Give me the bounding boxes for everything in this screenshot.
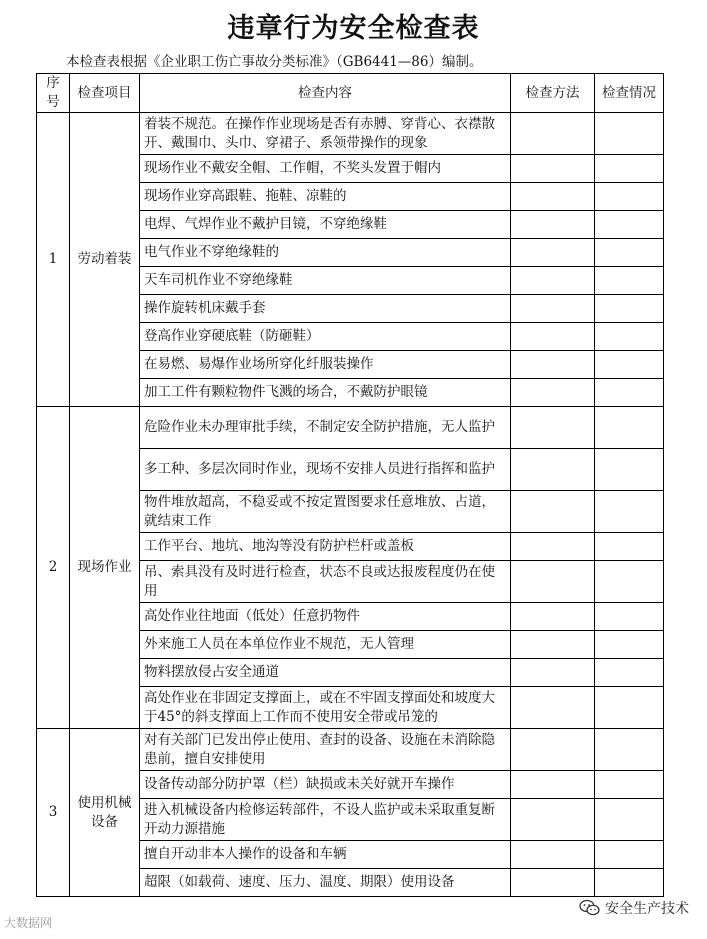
check-status-cell[interactable]	[595, 239, 664, 267]
check-content: 进入机械设备内检修运转部件，不设人监护或未采取重复断开动力源措施	[140, 799, 511, 841]
check-status-cell[interactable]	[595, 771, 664, 799]
check-method-cell[interactable]	[511, 659, 595, 687]
table-row	[37, 729, 664, 771]
check-method-cell[interactable]	[511, 449, 595, 491]
footer-watermark: 大数据网	[4, 916, 53, 930]
check-status-cell[interactable]	[595, 407, 664, 449]
check-method-cell[interactable]	[511, 771, 595, 799]
check-status-cell[interactable]	[595, 155, 664, 183]
check-method-cell[interactable]	[511, 869, 595, 897]
check-status-cell[interactable]	[595, 603, 664, 631]
check-method-cell[interactable]	[511, 351, 595, 379]
footer-brand	[579, 898, 689, 918]
wechat-icon	[579, 899, 601, 917]
check-status-cell[interactable]	[595, 687, 664, 729]
check-content: 物件堆放超高，不稳妥或不按定置图要求任意堆放、占道，就结束工作	[140, 491, 511, 533]
check-status-cell[interactable]	[595, 841, 664, 869]
check-status-cell[interactable]	[595, 533, 664, 561]
footer-brand-text: 安全生产技术	[605, 901, 689, 917]
check-content: 擅自开动非本人操作的设备和车辆	[140, 841, 511, 869]
check-status-cell[interactable]	[595, 379, 664, 407]
check-method-cell[interactable]	[511, 687, 595, 729]
check-status-cell[interactable]	[595, 561, 664, 603]
group-item: 现场作业	[70, 407, 140, 729]
check-method-cell[interactable]	[511, 603, 595, 631]
check-method-cell[interactable]	[511, 113, 595, 155]
check-content: 电焊、气焊作业不戴护目镜，不穿绝缘鞋	[140, 211, 511, 239]
header-status: 检查情况	[595, 74, 664, 113]
check-content: 操作旋转机床戴手套	[140, 295, 511, 323]
check-status-cell[interactable]	[595, 113, 664, 155]
check-content: 现场作业不戴安全帽、工作帽，不奖头发置于帽内	[140, 155, 511, 183]
check-content: 加工工件有颗粒物件飞溅的场合，不戴防护眼镜	[140, 379, 511, 407]
check-content: 高处作业在非固定支撑面上，或在不牢固支撑面处和坡度大于45°的斜支撑面上工作而不使用安全带或吊笼的	[140, 687, 511, 729]
table-row	[37, 113, 664, 155]
group-number: 3	[37, 729, 70, 897]
check-content: 电气作业不穿绝缘鞋的	[140, 239, 511, 267]
check-status-cell[interactable]	[595, 491, 664, 533]
check-content: 吊、索具没有及时进行检查，状态不良或达报废程度仍在使用	[140, 561, 511, 603]
check-content: 现场作业穿高跟鞋、拖鞋、凉鞋的	[140, 183, 511, 211]
check-content: 在易燃、易爆作业场所穿化纤服装操作	[140, 351, 511, 379]
check-status-cell[interactable]	[595, 295, 664, 323]
check-method-cell[interactable]	[511, 799, 595, 841]
check-method-cell[interactable]	[511, 295, 595, 323]
check-method-cell[interactable]	[511, 239, 595, 267]
group-number: 2	[37, 407, 70, 729]
check-status-cell[interactable]	[595, 351, 664, 379]
check-method-cell[interactable]	[511, 561, 595, 603]
header-no: 序号	[37, 74, 70, 113]
check-method-cell[interactable]	[511, 841, 595, 869]
check-method-cell[interactable]	[511, 323, 595, 351]
check-status-cell[interactable]	[595, 869, 664, 897]
check-content: 物料摆放侵占安全通道	[140, 659, 511, 687]
check-method-cell[interactable]	[511, 267, 595, 295]
check-content: 着装不规范。在操作作业现场是否有赤膊、穿背心、衣襟散开、戴围巾、头巾、穿裙子、系领带操作的现象	[140, 113, 511, 155]
group-number: 1	[37, 113, 70, 407]
check-status-cell[interactable]	[595, 631, 664, 659]
check-method-cell[interactable]	[511, 631, 595, 659]
check-content: 外来施工人员在本单位作业不规范，无人管理	[140, 631, 511, 659]
check-content: 设备传动部分防护罩（栏）缺损或未关好就开车操作	[140, 771, 511, 799]
check-content: 对有关部门已发出停止使用、查封的设备、设施在未消除隐患前，擅自安排使用	[140, 729, 511, 771]
header-content: 检查内容	[140, 74, 511, 113]
check-status-cell[interactable]	[595, 183, 664, 211]
check-status-cell[interactable]	[595, 659, 664, 687]
check-status-cell[interactable]	[595, 449, 664, 491]
check-method-cell[interactable]	[511, 729, 595, 771]
check-status-cell[interactable]	[595, 323, 664, 351]
check-content: 天车司机作业不穿绝缘鞋	[140, 267, 511, 295]
check-method-cell[interactable]	[511, 211, 595, 239]
page-subtitle: 本检查表根据《企业职工伤亡事故分类标准》（GB6441—86）编制。	[66, 54, 483, 70]
check-status-cell[interactable]	[595, 799, 664, 841]
header-item: 检查项目	[70, 74, 140, 113]
group-item: 劳动着装	[70, 113, 140, 407]
check-status-cell[interactable]	[595, 211, 664, 239]
check-content: 危险作业未办理审批手续，不制定安全防护措施，无人监护	[140, 407, 511, 449]
header-method: 检查方法	[511, 74, 595, 113]
group-item: 使用机械设备	[70, 729, 140, 897]
check-content: 工作平台、地坑、地沟等没有防护栏杆或盖板	[140, 533, 511, 561]
check-method-cell[interactable]	[511, 533, 595, 561]
check-content: 登高作业穿硬底鞋（防砸鞋）	[140, 323, 511, 351]
check-content: 多工种、多层次同时作业，现场不安排人员进行指挥和监护	[140, 449, 511, 491]
check-method-cell[interactable]	[511, 407, 595, 449]
check-method-cell[interactable]	[511, 155, 595, 183]
inspection-table	[36, 73, 664, 897]
check-content: 超限（如载荷、速度、压力、温度、期限）使用设备	[140, 869, 511, 897]
page-title: 违章行为安全检查表	[227, 13, 480, 44]
check-content: 高处作业往地面（低处）任意扔物件	[140, 603, 511, 631]
check-status-cell[interactable]	[595, 267, 664, 295]
check-method-cell[interactable]	[511, 491, 595, 533]
check-method-cell[interactable]	[511, 379, 595, 407]
table-header-row	[37, 74, 664, 113]
check-method-cell[interactable]	[511, 183, 595, 211]
check-status-cell[interactable]	[595, 729, 664, 771]
table-row	[37, 407, 664, 449]
